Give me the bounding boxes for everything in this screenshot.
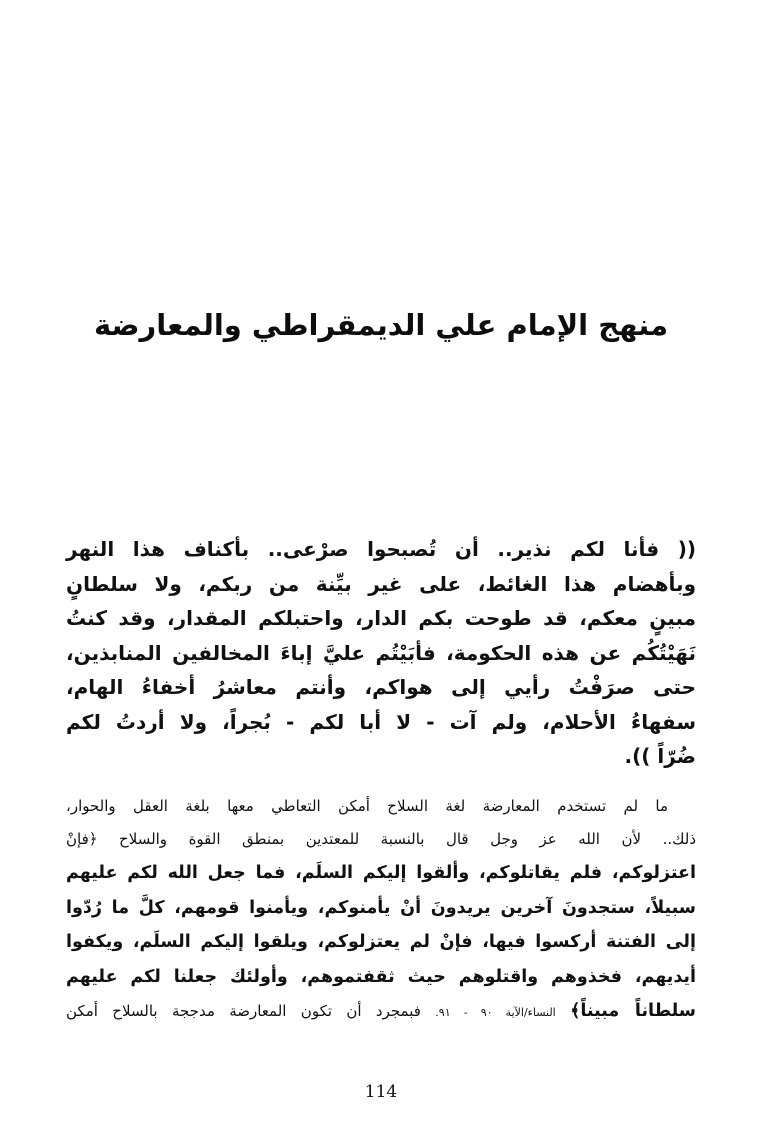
body-last-line — [66, 994, 696, 1029]
body-paragraph — [66, 790, 696, 1029]
body-tail: فبمجرد أن تكون المعارضة مدججة بالسلاح أمكن — [66, 1002, 421, 1020]
body-line: ما لم تستخدم المعارضة لغة السلاح أمكن التعاطي معها بلغة العقل والحوار، — [66, 797, 668, 815]
verse-ending: سلطاناً مبيناً﴾ — [570, 1001, 696, 1021]
verse-line: اعتزلوكم، فلم يقاتلوكم، وألقوا إليكم السلَم، فما جعل الله لكم عليهم — [66, 863, 696, 883]
quote-line: وبأهضام هذا الغائط، على غير بيِّنة من ربكم، ولا سلطانٍ — [66, 571, 696, 596]
verse-line: سبيلاً، ستجدونَ آخرين يريدونَ أنْ يأمنوكم، ويأمنوا قومهم، كلَّ ما رُدّوا — [66, 897, 696, 918]
verse-reference: النساء/الآية ٩٠ - ٩١. — [435, 1006, 556, 1019]
quote-line: نَهَيْتُكُم عن هذه الحكومة، فأبَيْتُم عليَّ إباءَ المخالفين المنابذين، — [66, 640, 696, 665]
body-line: ذلك.. لأن الله عز وجل قال بالنسبة للمعتدين بمنطق القوة والسلاح ﴿فإنْ — [66, 830, 696, 848]
quote-line: حتى صرَفْتُ رأيي إلى هواكم، وأنتم معاشرُ أخفاءُ الهام، — [66, 675, 696, 699]
verse-line: أيديهم، فخذوهم واقتلوهم حيث ثقفتموهم، وأولئك جعلنا لكم عليهم — [66, 966, 696, 987]
quote-line: (( فأنا لكم نذير.. أن تُصبحوا صرْعى.. بأكناف هذا النهر — [66, 537, 696, 561]
page-number: 114 — [364, 1082, 398, 1102]
page-title: منهج الإمام علي الديمقراطي والمعارضة — [93, 308, 669, 342]
quote-line: مبينٍ معكم، قد طوحت بكم الدار، واحتبلكم المقدار، وقد كنتُ — [66, 606, 696, 630]
verse-line: إلى الفتنة أركسوا فيها، فإنْ لم يعتزلوكم، ويلقوا إليكم السلَم، ويكفوا — [66, 932, 696, 952]
quote-line: ضُرّاً )). — [624, 744, 696, 768]
quote-line: سفهاءُ الأحلام، ولم آت - لا أبا لكم - بُجراً، ولا أردتُ لكم — [66, 709, 696, 734]
quote-block — [66, 532, 696, 774]
